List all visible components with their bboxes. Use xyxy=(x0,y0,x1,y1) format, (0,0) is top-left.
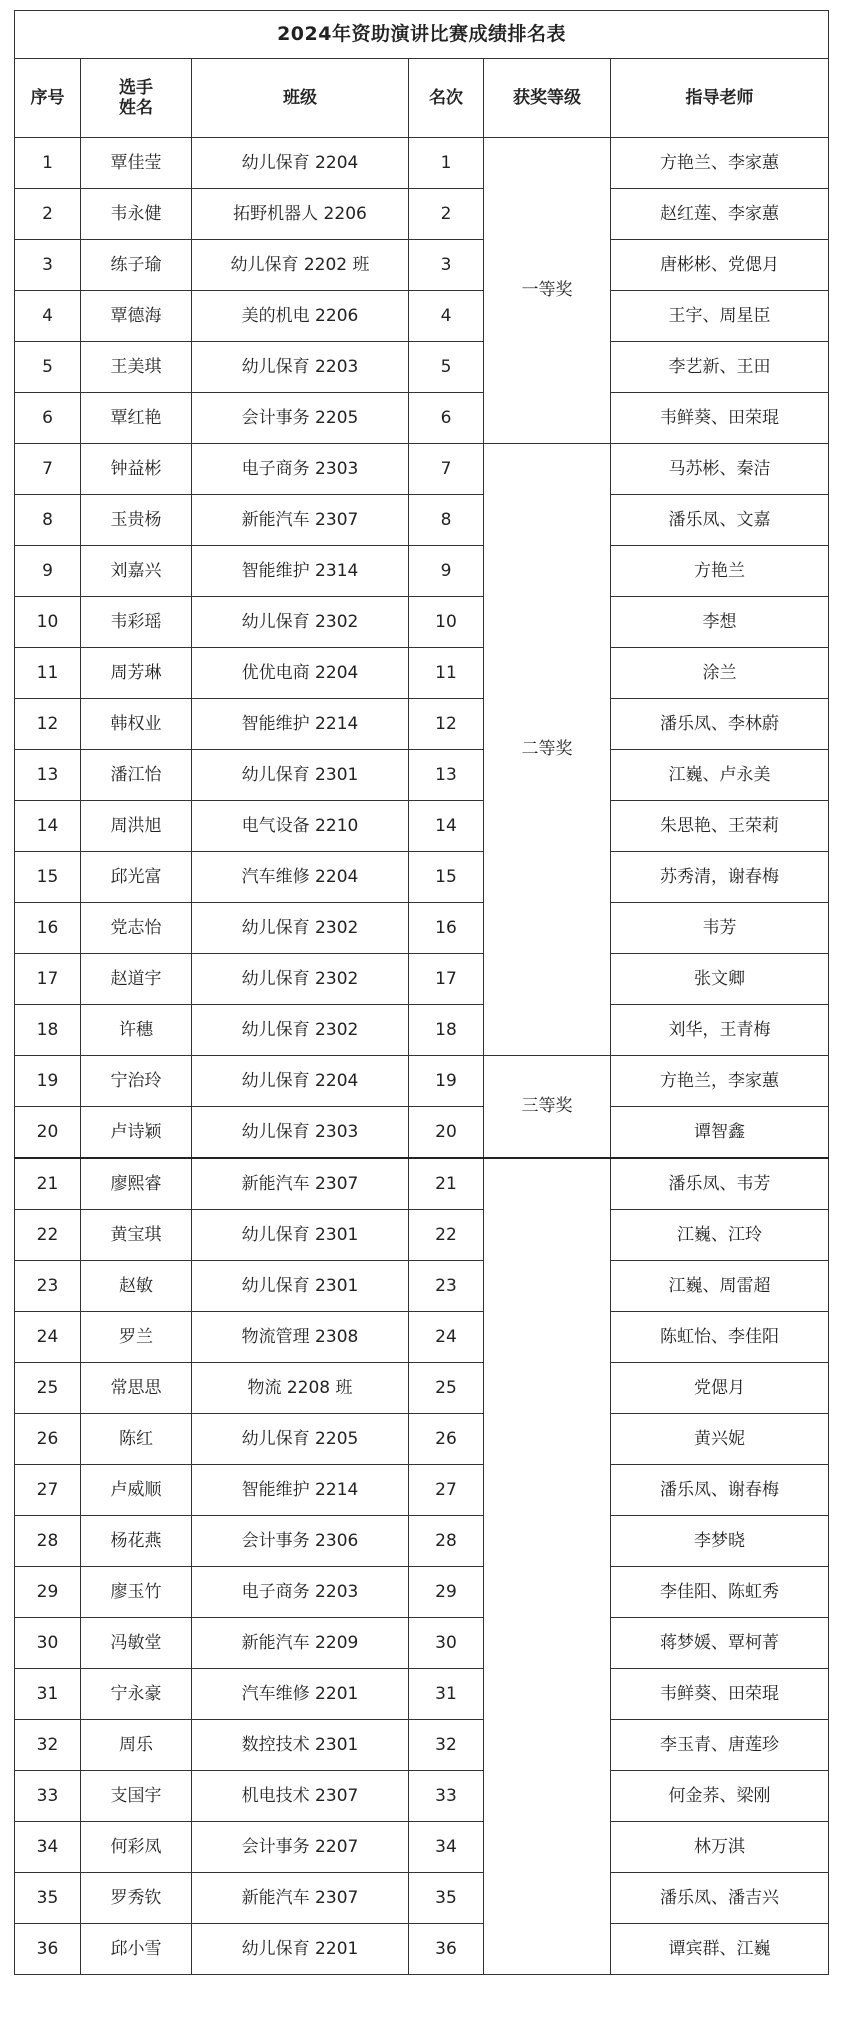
cell-seq: 8 xyxy=(15,495,81,546)
cell-rank: 35 xyxy=(409,1873,484,1924)
cell-rank: 4 xyxy=(409,291,484,342)
table-row xyxy=(15,1363,829,1414)
cell-seq: 35 xyxy=(15,1873,81,1924)
cell-rank: 26 xyxy=(409,1414,484,1465)
cell-rank: 23 xyxy=(409,1261,484,1312)
cell-seq: 26 xyxy=(15,1414,81,1465)
cell-seq: 20 xyxy=(15,1107,81,1159)
cell-teacher: 唐彬彬、党偲月 xyxy=(611,240,829,291)
cell-seq: 7 xyxy=(15,444,81,495)
cell-class: 新能汽车 2307 xyxy=(192,1873,409,1924)
table-row xyxy=(15,291,829,342)
cell-name: 周乐 xyxy=(81,1720,192,1771)
table-row xyxy=(15,954,829,1005)
cell-seq: 17 xyxy=(15,954,81,1005)
table-row xyxy=(15,1873,829,1924)
cell-award: 一等奖 xyxy=(484,138,611,444)
cell-teacher: 林万淇 xyxy=(611,1822,829,1873)
cell-seq: 36 xyxy=(15,1924,81,1975)
ranking-table xyxy=(14,10,829,1975)
cell-name: 廖熙睿 xyxy=(81,1158,192,1210)
header-award: 获奖等级 xyxy=(484,59,611,138)
cell-seq: 14 xyxy=(15,801,81,852)
cell-teacher: 刘华，王青梅 xyxy=(611,1005,829,1056)
header-seq: 序号 xyxy=(15,59,81,138)
cell-rank: 29 xyxy=(409,1567,484,1618)
cell-rank: 19 xyxy=(409,1056,484,1107)
cell-class: 幼儿保育 2204 xyxy=(192,1056,409,1107)
cell-class: 幼儿保育 2302 xyxy=(192,954,409,1005)
cell-seq: 3 xyxy=(15,240,81,291)
cell-name: 陈红 xyxy=(81,1414,192,1465)
table-row xyxy=(15,1414,829,1465)
cell-class: 幼儿保育 2202 班 xyxy=(192,240,409,291)
cell-class: 优优电商 2204 xyxy=(192,648,409,699)
cell-class: 电子商务 2203 xyxy=(192,1567,409,1618)
cell-rank: 30 xyxy=(409,1618,484,1669)
cell-class: 汽车维修 2204 xyxy=(192,852,409,903)
cell-class: 幼儿保育 2201 xyxy=(192,1924,409,1975)
cell-name: 韦彩瑶 xyxy=(81,597,192,648)
cell-seq: 16 xyxy=(15,903,81,954)
cell-class: 智能维护 2314 xyxy=(192,546,409,597)
header-name-line1: 选手 xyxy=(119,77,153,98)
header-rank: 名次 xyxy=(409,59,484,138)
cell-seq: 10 xyxy=(15,597,81,648)
cell-name: 刘嘉兴 xyxy=(81,546,192,597)
cell-teacher: 李艺新、王田 xyxy=(611,342,829,393)
cell-seq: 30 xyxy=(15,1618,81,1669)
table-row xyxy=(15,1516,829,1567)
cell-class: 智能维护 2214 xyxy=(192,699,409,750)
cell-name: 支国宇 xyxy=(81,1771,192,1822)
cell-seq: 22 xyxy=(15,1210,81,1261)
cell-class: 物流管理 2308 xyxy=(192,1312,409,1363)
table-row xyxy=(15,1261,829,1312)
cell-teacher: 方艳兰，李家蕙 xyxy=(611,1056,829,1107)
cell-class: 美的机电 2206 xyxy=(192,291,409,342)
cell-name: 许穗 xyxy=(81,1005,192,1056)
cell-class: 机电技术 2307 xyxy=(192,1771,409,1822)
cell-name: 赵敏 xyxy=(81,1261,192,1312)
table-row xyxy=(15,699,829,750)
cell-class: 物流 2208 班 xyxy=(192,1363,409,1414)
cell-rank: 28 xyxy=(409,1516,484,1567)
cell-seq: 29 xyxy=(15,1567,81,1618)
cell-class: 新能汽车 2209 xyxy=(192,1618,409,1669)
cell-rank: 16 xyxy=(409,903,484,954)
table-row xyxy=(15,1465,829,1516)
table-row xyxy=(15,1822,829,1873)
table-row xyxy=(15,750,829,801)
cell-name: 廖玉竹 xyxy=(81,1567,192,1618)
cell-teacher: 潘乐凤、文嘉 xyxy=(611,495,829,546)
cell-teacher: 江巍、周雷超 xyxy=(611,1261,829,1312)
table-row xyxy=(15,852,829,903)
cell-teacher: 李想 xyxy=(611,597,829,648)
cell-teacher: 马苏彬、秦洁 xyxy=(611,444,829,495)
cell-teacher: 谭宾群、江巍 xyxy=(611,1924,829,1975)
cell-rank: 21 xyxy=(409,1158,484,1210)
cell-teacher: 谭智鑫 xyxy=(611,1107,829,1159)
cell-rank: 12 xyxy=(409,699,484,750)
cell-name: 韩权业 xyxy=(81,699,192,750)
cell-class: 拓野机器人 2206 xyxy=(192,189,409,240)
cell-teacher: 韦芳 xyxy=(611,903,829,954)
cell-name: 宁永豪 xyxy=(81,1669,192,1720)
cell-teacher: 江巍、卢永美 xyxy=(611,750,829,801)
table-row xyxy=(15,342,829,393)
cell-award: 三等奖 xyxy=(484,1056,611,1159)
cell-name: 杨花燕 xyxy=(81,1516,192,1567)
cell-seq: 5 xyxy=(15,342,81,393)
cell-rank: 14 xyxy=(409,801,484,852)
cell-seq: 32 xyxy=(15,1720,81,1771)
cell-name: 覃德海 xyxy=(81,291,192,342)
cell-teacher: 陈虹怡、李佳阳 xyxy=(611,1312,829,1363)
cell-teacher: 韦鲜葵、田荣琨 xyxy=(611,1669,829,1720)
cell-class: 幼儿保育 2302 xyxy=(192,903,409,954)
cell-name: 卢威顺 xyxy=(81,1465,192,1516)
cell-name: 赵道宇 xyxy=(81,954,192,1005)
cell-rank: 1 xyxy=(409,138,484,189)
table-row xyxy=(15,1158,829,1210)
cell-name: 潘江怡 xyxy=(81,750,192,801)
cell-class: 电气设备 2210 xyxy=(192,801,409,852)
cell-teacher: 李佳阳、陈虹秀 xyxy=(611,1567,829,1618)
table-row xyxy=(15,189,829,240)
header-teacher: 指导老师 xyxy=(611,59,829,138)
table-row xyxy=(15,444,829,495)
cell-rank: 25 xyxy=(409,1363,484,1414)
cell-class: 幼儿保育 2205 xyxy=(192,1414,409,1465)
cell-rank: 3 xyxy=(409,240,484,291)
cell-rank: 2 xyxy=(409,189,484,240)
cell-rank: 24 xyxy=(409,1312,484,1363)
cell-name: 黄宝琪 xyxy=(81,1210,192,1261)
cell-rank: 11 xyxy=(409,648,484,699)
cell-name: 罗秀钦 xyxy=(81,1873,192,1924)
cell-name: 党志怡 xyxy=(81,903,192,954)
cell-class: 幼儿保育 2301 xyxy=(192,750,409,801)
cell-teacher: 党偲月 xyxy=(611,1363,829,1414)
cell-class: 新能汽车 2307 xyxy=(192,495,409,546)
cell-seq: 11 xyxy=(15,648,81,699)
cell-seq: 13 xyxy=(15,750,81,801)
cell-seq: 9 xyxy=(15,546,81,597)
table-row xyxy=(15,546,829,597)
table-row xyxy=(15,1056,829,1107)
cell-class: 幼儿保育 2301 xyxy=(192,1261,409,1312)
cell-teacher: 方艳兰、李家蕙 xyxy=(611,138,829,189)
cell-award xyxy=(484,1158,611,1975)
cell-seq: 33 xyxy=(15,1771,81,1822)
cell-rank: 31 xyxy=(409,1669,484,1720)
cell-name: 周洪旭 xyxy=(81,801,192,852)
cell-name: 邱小雪 xyxy=(81,1924,192,1975)
cell-teacher: 蒋梦媛、覃柯菁 xyxy=(611,1618,829,1669)
header-name-line2: 姓名 xyxy=(119,98,153,118)
table-row xyxy=(15,1771,829,1822)
table-row xyxy=(15,1107,829,1159)
cell-class: 会计事务 2207 xyxy=(192,1822,409,1873)
cell-name: 练子瑜 xyxy=(81,240,192,291)
cell-teacher: 李梦晓 xyxy=(611,1516,829,1567)
cell-teacher: 涂兰 xyxy=(611,648,829,699)
table-row xyxy=(15,597,829,648)
cell-rank: 8 xyxy=(409,495,484,546)
cell-name: 卢诗颖 xyxy=(81,1107,192,1159)
cell-name: 覃红艳 xyxy=(81,393,192,444)
cell-teacher: 潘乐凤、李林蔚 xyxy=(611,699,829,750)
cell-teacher: 赵红莲、李家蕙 xyxy=(611,189,829,240)
cell-class: 幼儿保育 2303 xyxy=(192,1107,409,1159)
cell-rank: 32 xyxy=(409,1720,484,1771)
cell-name: 常思思 xyxy=(81,1363,192,1414)
cell-rank: 5 xyxy=(409,342,484,393)
cell-class: 汽车维修 2201 xyxy=(192,1669,409,1720)
cell-rank: 36 xyxy=(409,1924,484,1975)
cell-class: 会计事务 2306 xyxy=(192,1516,409,1567)
cell-award: 二等奖 xyxy=(484,444,611,1056)
cell-teacher: 潘乐凤、谢春梅 xyxy=(611,1465,829,1516)
cell-seq: 1 xyxy=(15,138,81,189)
table-row xyxy=(15,1618,829,1669)
table-row xyxy=(15,1005,829,1056)
cell-class: 幼儿保育 2203 xyxy=(192,342,409,393)
cell-seq: 23 xyxy=(15,1261,81,1312)
cell-class: 幼儿保育 2302 xyxy=(192,597,409,648)
cell-teacher: 方艳兰 xyxy=(611,546,829,597)
cell-name: 王美琪 xyxy=(81,342,192,393)
cell-teacher: 潘乐凤、韦芳 xyxy=(611,1158,829,1210)
cell-class: 幼儿保育 2301 xyxy=(192,1210,409,1261)
cell-name: 玉贵杨 xyxy=(81,495,192,546)
cell-teacher: 潘乐凤、潘吉兴 xyxy=(611,1873,829,1924)
cell-name: 宁治玲 xyxy=(81,1056,192,1107)
cell-seq: 15 xyxy=(15,852,81,903)
header-name xyxy=(81,59,192,138)
cell-class: 智能维护 2214 xyxy=(192,1465,409,1516)
table-row xyxy=(15,495,829,546)
cell-rank: 7 xyxy=(409,444,484,495)
cell-seq: 18 xyxy=(15,1005,81,1056)
cell-seq: 21 xyxy=(15,1158,81,1210)
title-row xyxy=(15,11,829,59)
cell-rank: 34 xyxy=(409,1822,484,1873)
ranking-sheet xyxy=(14,10,828,1975)
cell-class: 幼儿保育 2204 xyxy=(192,138,409,189)
cell-rank: 27 xyxy=(409,1465,484,1516)
cell-seq: 28 xyxy=(15,1516,81,1567)
cell-rank: 20 xyxy=(409,1107,484,1159)
cell-name: 冯敏堂 xyxy=(81,1618,192,1669)
cell-teacher: 黄兴妮 xyxy=(611,1414,829,1465)
cell-rank: 33 xyxy=(409,1771,484,1822)
cell-seq: 6 xyxy=(15,393,81,444)
cell-seq: 31 xyxy=(15,1669,81,1720)
cell-name: 邱光富 xyxy=(81,852,192,903)
table-row xyxy=(15,903,829,954)
cell-rank: 10 xyxy=(409,597,484,648)
cell-rank: 18 xyxy=(409,1005,484,1056)
cell-rank: 22 xyxy=(409,1210,484,1261)
cell-name: 韦永健 xyxy=(81,189,192,240)
table-row xyxy=(15,1669,829,1720)
table-row xyxy=(15,1210,829,1261)
table-row xyxy=(15,648,829,699)
cell-name: 钟益彬 xyxy=(81,444,192,495)
cell-teacher: 朱思艳、王荣莉 xyxy=(611,801,829,852)
header-row xyxy=(15,59,829,138)
cell-seq: 4 xyxy=(15,291,81,342)
table-title: 2024年资助演讲比赛成绩排名表 xyxy=(15,11,829,59)
cell-class: 幼儿保育 2302 xyxy=(192,1005,409,1056)
cell-name: 周芳琳 xyxy=(81,648,192,699)
cell-name: 何彩凤 xyxy=(81,1822,192,1873)
cell-name: 覃佳莹 xyxy=(81,138,192,189)
cell-seq: 19 xyxy=(15,1056,81,1107)
cell-rank: 9 xyxy=(409,546,484,597)
table-row xyxy=(15,138,829,189)
cell-teacher: 江巍、江玲 xyxy=(611,1210,829,1261)
cell-seq: 25 xyxy=(15,1363,81,1414)
cell-teacher: 李玉青、唐莲珍 xyxy=(611,1720,829,1771)
cell-rank: 6 xyxy=(409,393,484,444)
cell-teacher: 韦鲜葵、田荣琨 xyxy=(611,393,829,444)
table-row xyxy=(15,1312,829,1363)
cell-rank: 13 xyxy=(409,750,484,801)
cell-seq: 2 xyxy=(15,189,81,240)
table-row xyxy=(15,1567,829,1618)
cell-rank: 15 xyxy=(409,852,484,903)
cell-name: 罗兰 xyxy=(81,1312,192,1363)
table-row xyxy=(15,240,829,291)
cell-class: 新能汽车 2307 xyxy=(192,1158,409,1210)
cell-teacher: 王宇、周星臣 xyxy=(611,291,829,342)
table-row xyxy=(15,1720,829,1771)
cell-teacher: 苏秀清，谢春梅 xyxy=(611,852,829,903)
header-class: 班级 xyxy=(192,59,409,138)
cell-seq: 12 xyxy=(15,699,81,750)
table-row xyxy=(15,1924,829,1975)
cell-seq: 24 xyxy=(15,1312,81,1363)
cell-seq: 34 xyxy=(15,1822,81,1873)
table-row xyxy=(15,393,829,444)
cell-seq: 27 xyxy=(15,1465,81,1516)
cell-class: 电子商务 2303 xyxy=(192,444,409,495)
cell-class: 会计事务 2205 xyxy=(192,393,409,444)
cell-rank: 17 xyxy=(409,954,484,1005)
cell-class: 数控技术 2301 xyxy=(192,1720,409,1771)
cell-teacher: 何金荞、梁刚 xyxy=(611,1771,829,1822)
table-row xyxy=(15,801,829,852)
cell-teacher: 张文卿 xyxy=(611,954,829,1005)
